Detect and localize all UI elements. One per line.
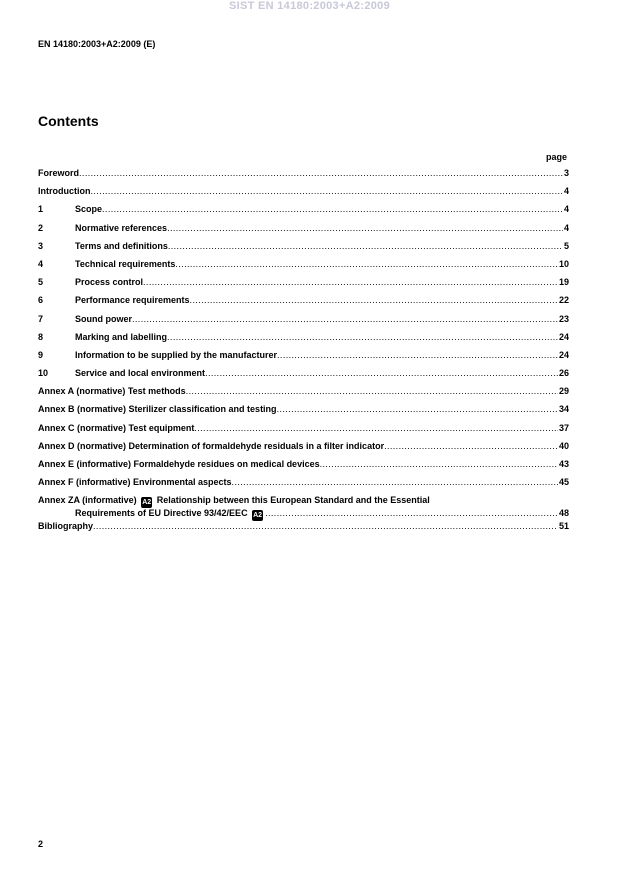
toc-entry-label: Annex A (normative) Test methods — [38, 386, 186, 397]
toc-entry-page: 48 — [558, 508, 569, 519]
toc-entry-label: Service and local environment — [75, 368, 206, 379]
dot-leader — [277, 350, 558, 360]
dot-leader — [320, 459, 558, 469]
dot-leader — [167, 223, 563, 233]
toc-entry-label: Terms and definitions — [75, 240, 168, 251]
toc-entry-label: Annex F (informative) Environmental aspects — [38, 477, 232, 488]
toc-entry-label: Information to be supplied by the manufacturer — [75, 349, 278, 360]
toc-entry[interactable] — [38, 314, 569, 332]
toc-entry-page: 10 — [558, 258, 569, 269]
toc-entry-number: 8 — [38, 331, 44, 342]
toc-entry-page: 45 — [558, 477, 569, 488]
toc-entry-label-continued — [75, 508, 265, 521]
document-id: EN 14180:2003+A2:2009 (E) — [38, 39, 156, 49]
toc-entry[interactable] — [38, 423, 569, 441]
dot-leader — [384, 441, 558, 451]
dot-leader — [102, 204, 563, 214]
toc-entry-number: 1 — [38, 204, 44, 215]
dot-leader — [265, 508, 558, 518]
page-title: Contents — [38, 113, 99, 129]
toc-entry-number: 9 — [38, 349, 44, 360]
toc-list — [38, 168, 569, 495]
toc-entry-label: Annex D (normative) Determination of formaldehyde residuals in a filter indicator — [38, 440, 385, 451]
toc-entry-page: 23 — [558, 313, 569, 324]
dot-leader — [91, 186, 563, 196]
dot-leader — [205, 368, 558, 378]
toc-entry[interactable] — [38, 241, 569, 259]
toc-entry[interactable] — [38, 223, 569, 241]
table-of-contents — [38, 168, 569, 540]
toc-entry-number: 10 — [38, 368, 49, 379]
toc-entry[interactable] — [38, 459, 569, 477]
toc-entry[interactable] — [38, 295, 569, 313]
toc-entry-page: 26 — [558, 368, 569, 379]
toc-entry-number: 3 — [38, 240, 44, 251]
toc-entry-page: 4 — [563, 222, 569, 233]
amendment-start-icon: A2 — [142, 499, 152, 507]
dot-leader — [93, 521, 558, 531]
dot-leader — [143, 277, 558, 287]
dot-leader — [190, 295, 558, 305]
dot-leader — [194, 423, 558, 433]
toc-entry[interactable] — [38, 277, 569, 295]
amendment-end-icon: A2 — [253, 512, 263, 520]
toc-entry-number: 6 — [38, 295, 44, 306]
toc-entry-number: 2 — [38, 222, 44, 233]
toc-entry-page: 4 — [563, 186, 569, 197]
toc-entry-label: Annex B (normative) Sterilizer classification and testing — [38, 404, 277, 415]
annex-za-title-line2: Requirements of EU Directive 93/42/EEC — [75, 508, 248, 519]
toc-entry-label: Annex E (informative) Formaldehyde residues on medical devices — [38, 459, 320, 469]
toc-entry-page: 34 — [558, 404, 569, 415]
toc-entry-page: 40 — [558, 440, 569, 451]
toc-entry-label: Technical requirements — [75, 258, 176, 269]
dot-leader — [79, 168, 563, 178]
toc-entry-page: 43 — [558, 459, 569, 469]
toc-entry-page: 22 — [558, 295, 569, 306]
toc-entry-page: 37 — [558, 422, 569, 433]
toc-entry[interactable] — [38, 368, 569, 386]
dot-leader — [232, 477, 558, 487]
dot-leader — [277, 404, 558, 414]
toc-entry-page: 4 — [563, 204, 569, 215]
toc-entry[interactable] — [38, 332, 569, 350]
toc-entry-number: 5 — [38, 277, 44, 288]
toc-entry-label: Process control — [75, 277, 144, 288]
toc-entry-label: Foreword — [38, 168, 80, 178]
toc-entry[interactable] — [38, 386, 569, 404]
toc-entry-label: Introduction — [38, 186, 91, 197]
annex-za-title-line1: Relationship between this European Standard and the Essential — [156, 495, 430, 506]
toc-entry-page: 5 — [563, 240, 569, 251]
toc-entry-number: 4 — [38, 258, 44, 269]
toc-entry-label: Performance requirements — [75, 295, 190, 306]
toc-entry[interactable] — [38, 441, 569, 459]
toc-entry[interactable] — [38, 186, 569, 204]
toc-entry-page: 29 — [558, 386, 569, 397]
toc-entry[interactable] — [38, 259, 569, 277]
dot-leader — [167, 332, 558, 342]
toc-entry-label: Annex C (normative) Test equipment — [38, 422, 195, 433]
toc-entry-label: Sound power — [75, 313, 132, 324]
toc-entry-bibliography[interactable] — [38, 521, 569, 539]
toc-entry[interactable] — [38, 204, 569, 222]
toc-entry-label: Normative references — [75, 222, 168, 233]
annex-za-prefix: Annex ZA (informative) — [38, 495, 137, 506]
page-number: 2 — [38, 839, 44, 849]
toc-entry[interactable] — [38, 350, 569, 368]
dot-leader — [175, 259, 558, 269]
toc-entry-label: Marking and labelling — [75, 331, 168, 342]
page-column-label: page — [545, 152, 567, 162]
dot-leader — [186, 386, 558, 396]
toc-entry-page: 51 — [558, 521, 569, 532]
toc-entry-annex-za[interactable] — [38, 495, 569, 521]
toc-entry[interactable] — [38, 477, 569, 495]
toc-entry[interactable] — [38, 168, 569, 186]
toc-entry-label: Bibliography — [38, 521, 94, 532]
toc-entry-page: 24 — [558, 331, 569, 342]
watermark: SIST EN 14180:2003+A2:2009 — [229, 0, 390, 12]
dot-leader — [132, 314, 558, 324]
toc-entry-page: 19 — [558, 277, 569, 288]
toc-entry-label: Scope — [75, 204, 103, 215]
dot-leader — [168, 241, 563, 251]
toc-entry-label — [38, 495, 430, 508]
toc-entry-page: 24 — [558, 349, 569, 360]
toc-entry-page: 3 — [563, 168, 569, 178]
toc-entry-number: 7 — [38, 313, 44, 324]
toc-entry[interactable] — [38, 404, 569, 422]
